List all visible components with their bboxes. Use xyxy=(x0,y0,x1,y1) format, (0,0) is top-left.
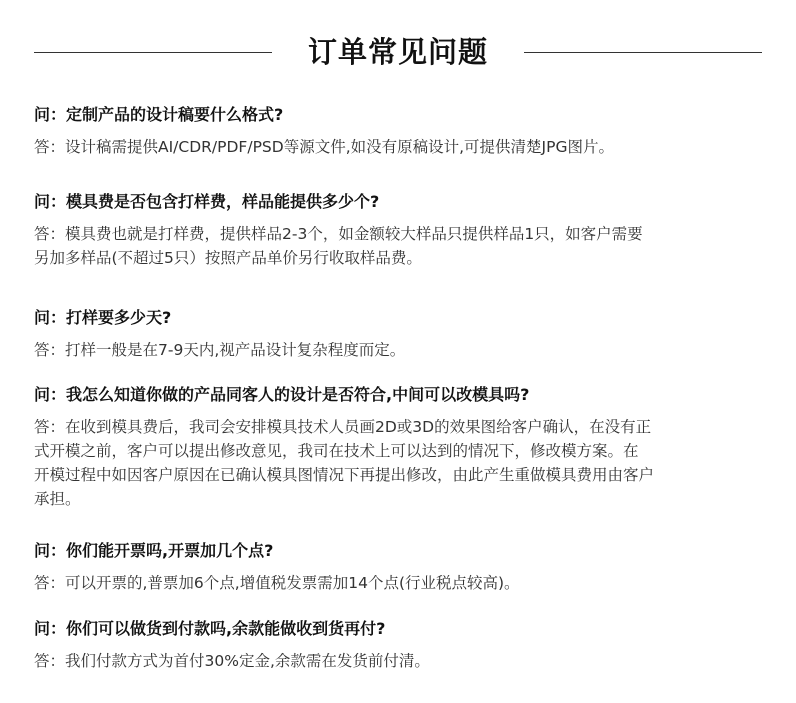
faq-item-mold-fee xyxy=(34,190,774,270)
faq-answer: 答：我们付款方式为首付30%定金,余款需在发货前付清。 xyxy=(34,652,430,670)
faq-answer: 答：打样一般是在7-9天内,视产品设计复杂程度而定。 xyxy=(34,341,406,359)
faq-question: 问：定制产品的设计稿要什么格式? xyxy=(34,105,284,124)
page-header xyxy=(0,28,796,78)
faq-question: 问：你们可以做货到付款吗,余款能做收到货再付? xyxy=(34,619,386,638)
faq-question: 问：我怎么知道你做的产品同客人的设计是否符合,中间可以改模具吗? xyxy=(34,385,530,404)
title-rule-left xyxy=(34,52,272,53)
faq-item-payment xyxy=(34,617,774,673)
faq-question: 问：打样要多少天? xyxy=(34,308,172,327)
faq-question: 问：你们能开票吗,开票加几个点? xyxy=(34,541,274,560)
faq-question: 问：模具费是否包含打样费，样品能提供多少个? xyxy=(34,192,380,211)
faq-item-sample-days xyxy=(34,306,774,362)
faq-answer: 答：在收到模具费后，我司会安排模具技术人员画2D或3D的效果图给客户确认，在没有正 式开模之前，客户可以提出修改意见，我司在技术上可以达到的情况下，修改模方案。在 开模过程中如因客户原因在已确认模具图情况下再提出修改，由此产生重做模具费用由客户 承担。 xyxy=(34,418,655,508)
faq-item-invoice xyxy=(34,539,774,595)
page-title: 订单常见问题 xyxy=(307,35,488,69)
faq-answer: 答：设计稿需提供AI/CDR/PDF/PSD等源文件,如没有原稿设计,可提供清楚JPG图片。 xyxy=(34,138,614,156)
title-rule-right xyxy=(524,52,762,53)
faq-answer: 答：可以开票的,普票加6个点,增值税发票需加14个点(行业税点较高)。 xyxy=(34,574,520,592)
faq-answer: 答：模具费也就是打样费，提供样品2-3个，如金额较大样品只提供样品1只，如客户需要 另加多样品(不超过5只）按照产品单价另行收取样品费。 xyxy=(34,225,643,267)
faq-item-design-check xyxy=(34,383,774,511)
faq-item-format xyxy=(34,103,774,159)
